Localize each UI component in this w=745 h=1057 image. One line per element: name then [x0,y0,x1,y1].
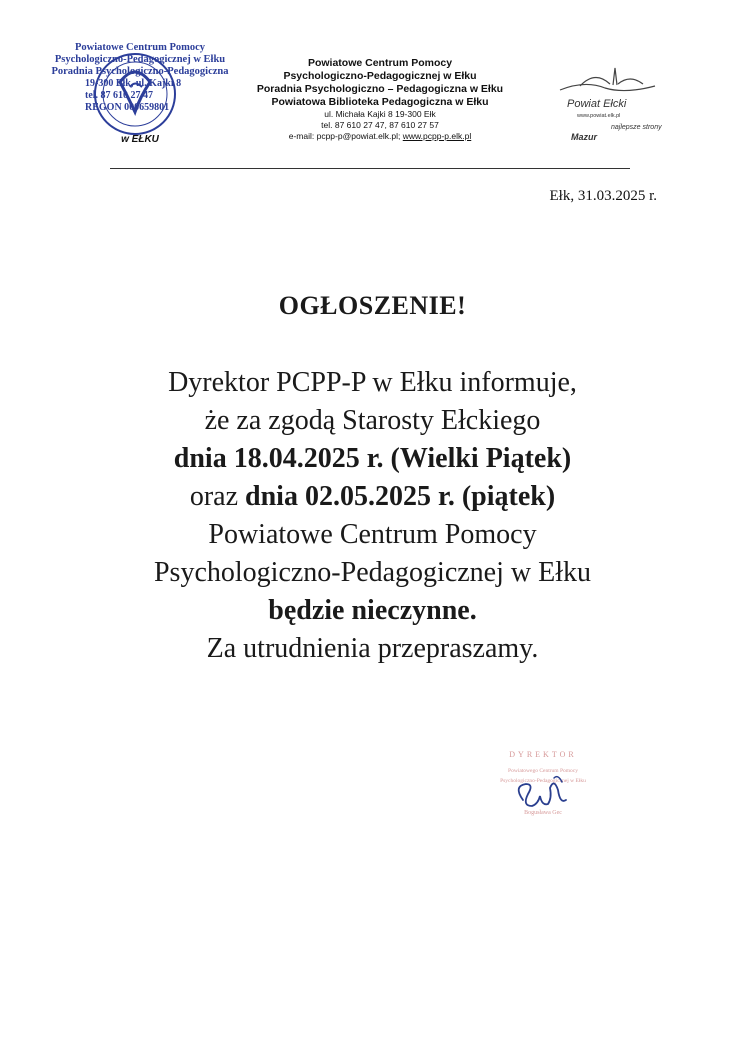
letterhead-line: Psychologiczno-Pedagogicznej w Ełku [283,70,477,82]
signature-stamp-line: Bogusława Gec [524,810,562,816]
letterhead-line: Powiatowe Centrum Pomocy [307,57,453,69]
stamp-line: Poradnia Psychologiczno-Pedagogiczna [51,66,229,77]
stamp-line: Psychologiczno-Pedagogicznej w Ełku [54,54,226,65]
body-line: Powiatowe Centrum Pomocy [208,519,537,550]
letterhead-contact [230,131,530,142]
powiat-elcki-logo [555,60,665,150]
signature-stamp-line: DYREKTOR [509,750,577,759]
signature-stamp-line: Powiatowego Centrum Pomocy [508,768,578,774]
body-line: Psychologiczno-Pedagogicznej w Ełku [153,557,591,588]
signature-stamp-line: Psychologiczno-Pedagogicznej w Ełku [500,778,586,784]
body-line: że za zgodą Starosty Ełckiego [204,405,541,436]
document-date: Ełk, 31.03.2025 r. [549,188,657,204]
letterhead-line: Poradnia Psychologiczno – Pedagogiczna w Ełku [256,83,504,95]
stamp-line: Powiatowe Centrum Pomocy [74,42,206,53]
logo-brand-name: Powiat Ełcki [567,98,627,110]
header-divider [110,168,630,169]
announcement-title: OGŁOSZENIE! [278,291,467,320]
letterhead-email: e-mail: pcpp-p@powiat.elk.pl; [288,131,401,141]
body-text-prefix: oraz [189,481,246,512]
logo-tagline: najlepsze strony [611,124,662,131]
stamp-text [40,42,240,114]
body-text-date: dnia 02.05.2025 r. (piątek) [245,481,556,512]
body-line-closed: będzie nieczynne. [268,595,477,626]
letterhead [230,57,530,142]
announcement-body [0,364,745,668]
body-line-date-1: dnia 18.04.2025 r. (Wielki Piątek) [173,443,572,474]
letterhead-website-link[interactable]: www.pcpp-p.elk.pl [402,131,472,141]
handwritten-signature-icon [468,748,618,828]
institution-stamp-logo [40,42,240,152]
landscape-icon [555,60,665,100]
stamp-footer: w EŁKU [121,134,159,145]
stamp-line: tel. 87 610 27 47 [85,90,154,101]
body-line: Za utrudnienia przepraszamy. [206,633,539,664]
logo-url: www.powiat.elk.pl [577,113,621,119]
logo-tagline: Mazur [571,132,598,142]
body-line: Dyrektor PCPP-P w Ełku informuje, [168,367,577,398]
letterhead-line: Powiatowa Biblioteka Pedagogiczna w Ełku [271,96,489,108]
letterhead-phone: tel. 87 610 27 47, 87 610 27 57 [321,120,439,130]
director-signature [468,748,618,828]
letterhead-address: ul. Michała Kajki 8 19-300 Ełk [324,109,436,119]
body-line-date-2 [0,478,745,516]
stamp-line: 19-300 Ełk, ul. Kajki 8 [85,78,182,89]
stamp-line: REGON 000659801 [85,102,170,113]
